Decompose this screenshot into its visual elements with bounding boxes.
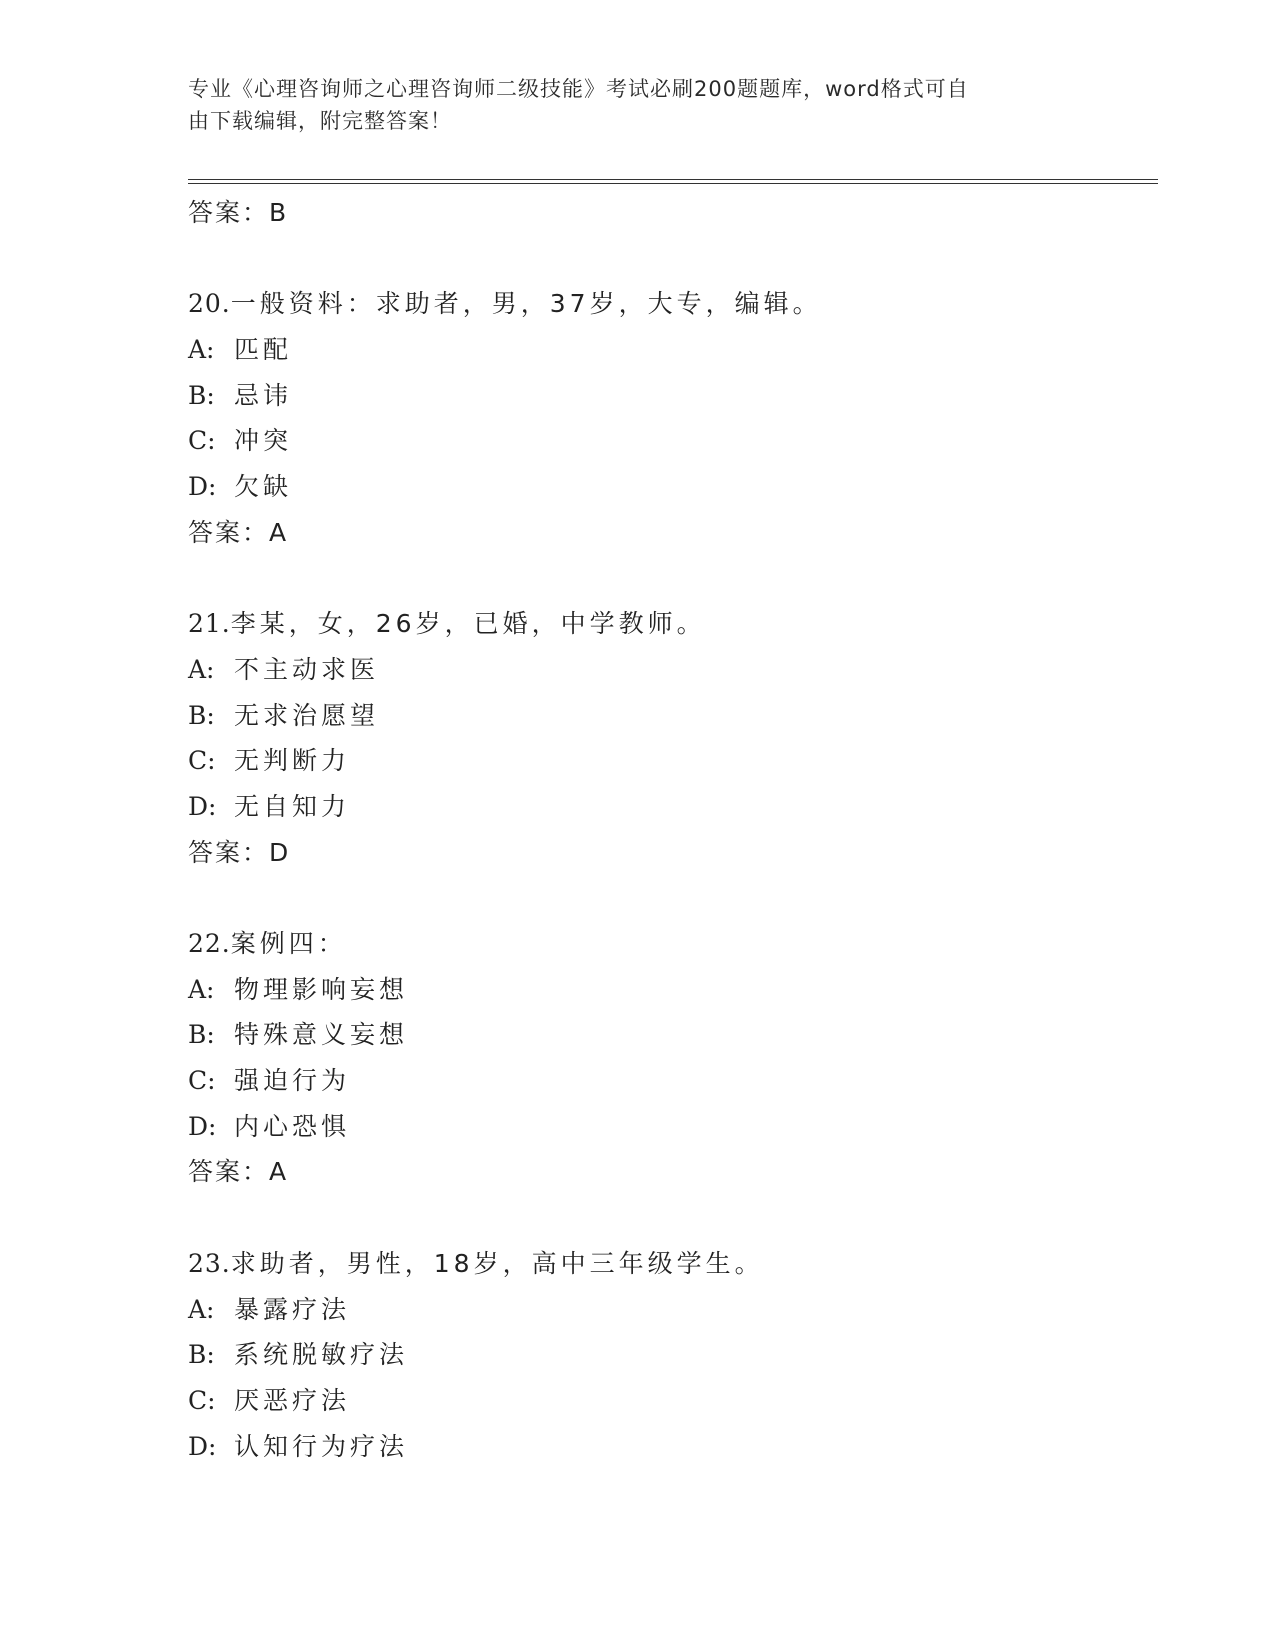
option-key: A:	[188, 335, 215, 365]
question-number: 23.	[188, 1248, 231, 1278]
question-stem	[188, 601, 1148, 647]
option-a	[188, 647, 1148, 693]
option-key: A:	[188, 654, 215, 684]
answer-label: 答案：B	[188, 198, 289, 227]
option-text: 物理影响妄想	[234, 974, 409, 1004]
spacer	[188, 556, 1148, 602]
option-a	[188, 327, 1148, 373]
option-b	[188, 693, 1148, 739]
document-header	[188, 73, 1088, 137]
option-text: 冲突	[234, 426, 293, 456]
header-divider-bottom	[188, 183, 1158, 184]
option-text: 无求治愿望	[234, 700, 380, 730]
option-text: 认知行为疗法	[234, 1431, 409, 1461]
option-text: 不主动求医	[234, 654, 380, 684]
option-key: D:	[188, 791, 217, 821]
option-key: C:	[188, 426, 216, 456]
question-text: 李某，女，26岁，已婚，中学教师。	[230, 609, 706, 639]
option-text: 厌恶疗法	[234, 1385, 351, 1415]
option-b	[188, 1012, 1148, 1058]
question-number: 21.	[188, 609, 231, 639]
option-b	[188, 373, 1148, 419]
option-key: B:	[188, 1340, 215, 1370]
option-a	[188, 1287, 1148, 1333]
option-text: 暴露疗法	[234, 1294, 351, 1324]
question-list	[188, 190, 1148, 1469]
answer-label: 答案：A	[188, 1157, 289, 1187]
question-stem	[188, 921, 1148, 967]
option-key: D:	[188, 1431, 217, 1461]
option-d	[188, 1424, 1148, 1470]
question-text: 一般资料：求助者，男，37岁，大专，编辑。	[230, 289, 822, 319]
option-c	[188, 1058, 1148, 1104]
option-c	[188, 1378, 1148, 1424]
option-key: C:	[188, 746, 216, 776]
option-d	[188, 464, 1148, 510]
question-text: 案例四：	[230, 929, 347, 958]
spacer	[188, 1195, 1148, 1241]
option-text: 强迫行为	[234, 1066, 351, 1096]
option-d	[188, 784, 1148, 830]
option-key: B:	[188, 700, 215, 730]
option-key: C:	[188, 1385, 216, 1415]
option-c	[188, 738, 1148, 784]
option-key: A:	[188, 1294, 215, 1324]
option-a	[188, 967, 1148, 1013]
header-line-1: 专业《心理咨询师之心理咨询师二级技能》考试必刷200题题库，word格式可自	[188, 77, 969, 101]
question-stem	[188, 281, 1148, 327]
header-divider-top	[188, 179, 1158, 180]
question-number: 20.	[188, 289, 231, 319]
option-text: 内心恐惧	[234, 1111, 351, 1141]
option-key: C:	[188, 1066, 216, 1096]
option-key: D:	[188, 1111, 217, 1141]
spacer	[188, 236, 1148, 282]
question-stem	[188, 1241, 1148, 1287]
option-d	[188, 1104, 1148, 1150]
option-key: B:	[188, 1020, 215, 1050]
question-text: 求助者，男性，18岁，高中三年级学生。	[230, 1248, 764, 1278]
answer-label: 答案：A	[188, 517, 289, 547]
option-text: 无判断力	[234, 746, 351, 776]
header-line-2: 由下载编辑，附完整答案！	[188, 109, 452, 133]
option-text: 欠缺	[234, 472, 293, 502]
question-number: 22.	[188, 929, 231, 958]
option-c	[188, 418, 1148, 464]
option-text: 匹配	[234, 335, 293, 365]
option-text: 系统脱敏疗法	[234, 1340, 409, 1370]
option-key: D:	[188, 472, 217, 502]
option-key: B:	[188, 380, 215, 410]
option-text: 特殊意义妄想	[234, 1020, 409, 1050]
option-text: 无自知力	[234, 791, 351, 821]
answer-label: 答案：D	[188, 837, 291, 867]
option-key: A:	[188, 974, 215, 1004]
option-b	[188, 1332, 1148, 1378]
spacer	[188, 875, 1148, 921]
option-text: 忌讳	[234, 380, 293, 410]
